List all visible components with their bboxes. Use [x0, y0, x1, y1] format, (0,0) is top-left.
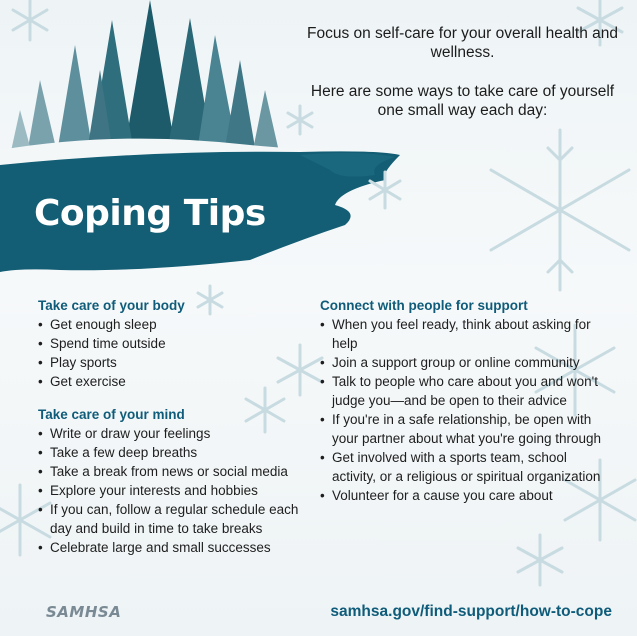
list-item: • Spend time outside — [38, 334, 308, 353]
list-item: • Get enough sleep — [38, 315, 308, 334]
list-item: • Celebrate large and small successes — [38, 538, 308, 557]
list-item: • Explore your interests and hobbies — [38, 481, 308, 500]
intro-line-2: Here are some ways to take care of yourself one small way each day: — [310, 83, 615, 119]
list-item: • Write or draw your feelings — [38, 424, 308, 443]
list-item: • Play sports — [38, 353, 308, 372]
list-item: • Get exercise — [38, 372, 308, 391]
list-item: • Take a few deep breaths — [38, 443, 308, 462]
section-heading: Take care of your mind — [38, 407, 185, 422]
left-column — [38, 296, 308, 571]
section-heading: Take care of your body — [38, 298, 185, 313]
section-connect — [320, 296, 610, 505]
samhsa-logo: SAMHSA — [46, 603, 122, 621]
section-heading: Connect with people for support — [320, 298, 528, 313]
intro-line-1: Focus on self-care for your overall health and wellness. — [306, 25, 619, 61]
list-item: • Get involved with a sports team, school activity, or a religious or spiritual organization — [320, 448, 610, 486]
page-title: Coping Tips — [34, 193, 266, 234]
list-item: • Talk to people who care about you and won't judge you—and be open to their advice — [320, 372, 610, 410]
intro-text — [300, 24, 625, 140]
list-item: • Take a break from news or social media — [38, 462, 308, 481]
list-item: • Volunteer for a cause you care about — [320, 486, 610, 505]
connect-tips-list — [320, 315, 610, 505]
resource-link[interactable]: samhsa.gov/find-support/how-to-cope — [330, 603, 612, 620]
body-tips-list — [38, 315, 308, 391]
list-item: • When you feel ready, think about asking for help — [320, 315, 610, 353]
list-item: • If you can, follow a regular schedule each day and build in time to take breaks — [38, 500, 308, 538]
section-mind — [38, 405, 308, 557]
section-body — [38, 296, 308, 391]
list-item: • Join a support group or online community — [320, 353, 610, 372]
right-column — [320, 296, 610, 519]
list-item: • If you're in a safe relationship, be open with your partner about what you're going through — [320, 410, 610, 448]
mind-tips-list — [38, 424, 308, 557]
